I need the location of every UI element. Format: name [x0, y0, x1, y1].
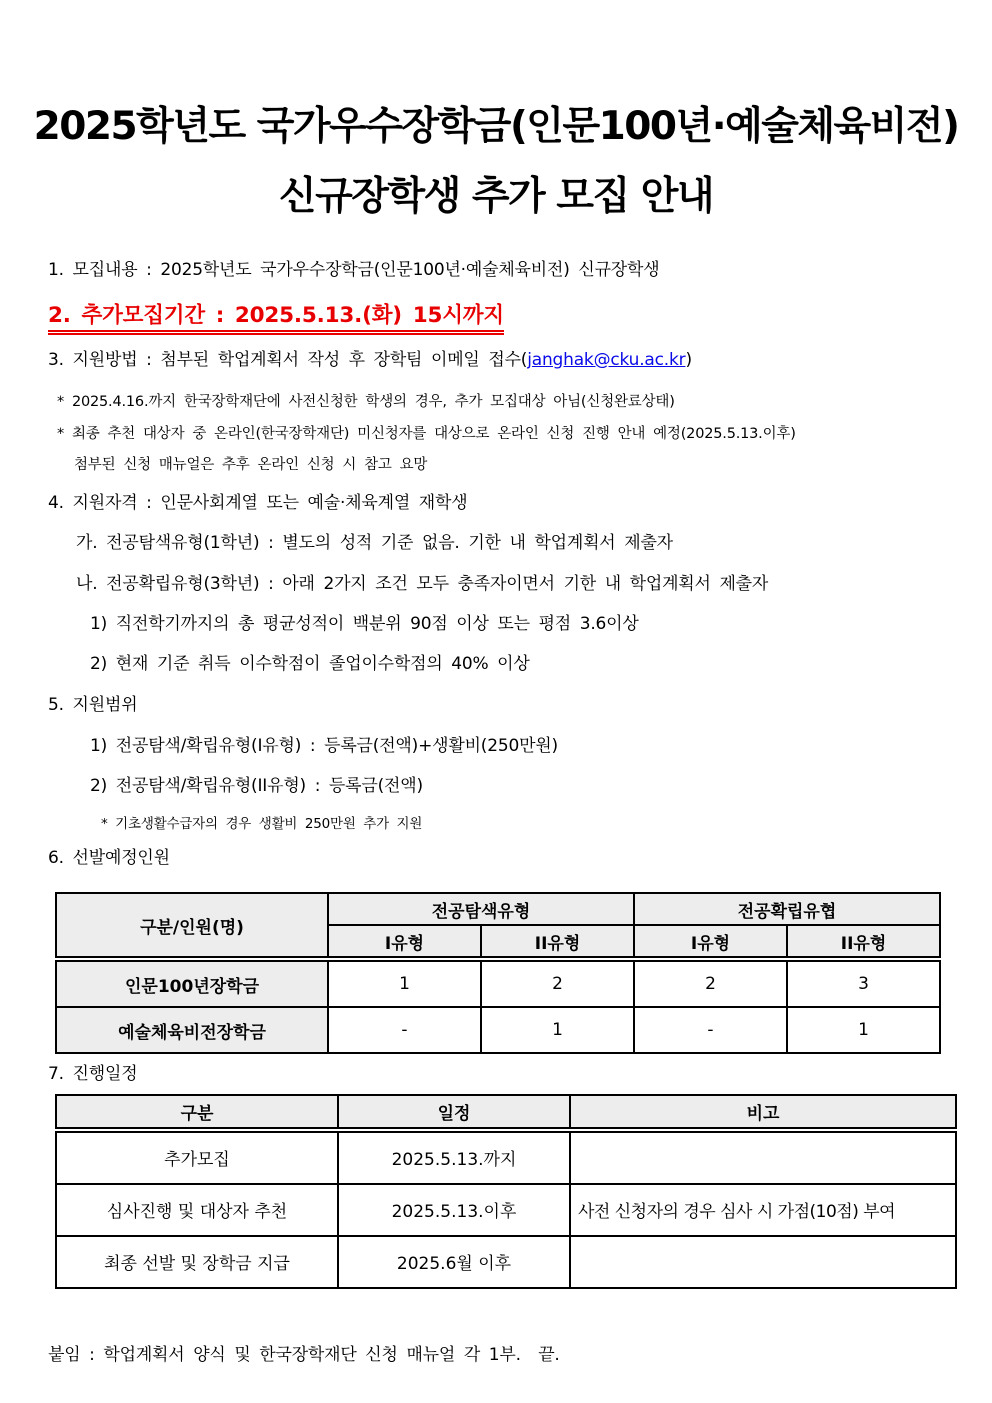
apply-note-2-continued: 첨부된 신청 매뉴얼은 추후 온라인 신청 시 참고 요망 [74, 457, 428, 473]
title-line-1: 2025학년도 국가우수장학금(인문100년·예술체육비전) [33, 104, 959, 149]
schedule-category: 최종 선발 및 장학금 지급 [56, 1236, 338, 1288]
schedule-date: 2025.5.13.까지 [338, 1130, 570, 1184]
quota-row-humanities [56, 959, 940, 1007]
quota-value: 2 [634, 959, 787, 1007]
schedule-note [570, 1236, 956, 1288]
schedule-category: 심사진행 및 대상자 추천 [56, 1184, 338, 1236]
schedule-date: 2025.5.13.이후 [338, 1184, 570, 1236]
schedule-header-row [56, 1095, 956, 1130]
support-scope-note: * 기초생활수급자의 경우 생활비 250만원 추가 지원 [101, 816, 423, 833]
support-scope-item-2: 2) 전공탐색/확립유형(II유형) : 등록금(전액) [90, 775, 423, 796]
attachment-closing-line: 붙임 : 학업계획서 양식 및 한국장학재단 신청 매뉴얼 각 1부. 끝. [48, 1344, 560, 1365]
email-link[interactable]: janghak@cku.ac.kr [527, 349, 686, 370]
schedule-date: 2025.6월 이후 [338, 1236, 570, 1288]
quota-value: 3 [787, 959, 940, 1007]
schedule-header-date: 일정 [338, 1095, 570, 1130]
schedule-note: 사전 신청자의 경우 심사 시 가점(10점) 부여 [570, 1184, 956, 1236]
progress-schedule-table [55, 1094, 957, 1289]
quota-value: 1 [787, 1007, 940, 1053]
quota-corner-header: 구분/인원(명) [56, 893, 328, 959]
apply-note-2: * 최종 추천 대상자 중 온라인(한국장학재단) 미신청자를 대상으로 온라인 신청 진행 안내 예정(2025.5.13.이후) [57, 425, 796, 442]
selection-quota-table [55, 892, 941, 1054]
quota-subheader-type4: II유형 [787, 925, 940, 959]
quota-value: - [328, 1007, 481, 1053]
apply-note-1: * 2025.4.16.까지 한국장학재단에 사전신청한 학생의 경우, 추가 모집대상 아님(신청완료상태) [57, 393, 675, 410]
quota-row-arts-sports [56, 1007, 940, 1053]
quota-value: - [634, 1007, 787, 1053]
schedule-header-category: 구분 [56, 1095, 338, 1130]
eligibility-condition-2: 2) 현재 기준 취득 이수학점이 졸업이수학점의 40% 이상 [90, 654, 530, 675]
schedule-row-review [56, 1184, 956, 1236]
quota-subheader-type1: I유형 [328, 925, 481, 959]
quota-row-label: 인문100년장학금 [56, 959, 328, 1007]
quota-value: 1 [481, 1007, 634, 1053]
quota-subheader-type2: II유형 [481, 925, 634, 959]
recruit-content-line: 1. 모집내용 : 2025학년도 국가우수장학금(인문100년·예술체육비전) 신규장학생 [48, 260, 660, 281]
recruit-period-line [48, 303, 992, 330]
quota-group-header-explore: 전공탐색유형 [328, 893, 634, 925]
quota-subheader-type3: I유형 [634, 925, 787, 959]
eligibility-type-b: 나. 전공확립유형(3학년) : 아래 2가지 조건 모두 충족자이면서 기한 내 학업계획서 제출자 [76, 573, 769, 594]
quota-row-label: 예술체육비전장학금 [56, 1007, 328, 1053]
schedule-row-extra-recruit [56, 1130, 956, 1184]
apply-method-text: 3. 지원방법 : 첨부된 학업계획서 작성 후 장학팀 이메일 접수( [48, 349, 528, 370]
schedule-heading: 7. 진행일정 [48, 1064, 138, 1085]
quota-value: 2 [481, 959, 634, 1007]
support-scope-item-1: 1) 전공탐색/확립유형(I유형) : 등록금(전액)+생활비(250만원) [90, 735, 558, 756]
schedule-header-note: 비고 [570, 1095, 956, 1130]
apply-method-suffix: ) [685, 349, 692, 370]
schedule-row-final-selection [56, 1236, 956, 1288]
apply-method-line [48, 350, 992, 371]
schedule-category: 추가모집 [56, 1130, 338, 1184]
recruit-period-text: 2. 추가모집기간 : 2025.5.13.(화) 15시까지 [48, 303, 504, 335]
eligibility-type-a: 가. 전공탐색유형(1학년) : 별도의 성적 기준 없음. 기한 내 학업계획서 제출자 [76, 533, 673, 554]
document-title [0, 0, 992, 232]
quota-header-row-groups [56, 893, 940, 925]
eligibility-condition-1: 1) 직전학기까지의 총 평균성적이 백분위 90점 이상 또는 평점 3.6이상 [90, 613, 639, 634]
quota-group-header-establish: 전공확립유협 [634, 893, 940, 925]
quota-value: 1 [328, 959, 481, 1007]
schedule-note [570, 1130, 956, 1184]
support-scope-heading: 5. 지원범위 [48, 695, 138, 716]
eligibility-heading: 4. 지원자격 : 인문사회계열 또는 예술·체육계열 재학생 [48, 493, 468, 514]
title-line-2: 신규장학생 추가 모집 안내 [278, 174, 714, 220]
quota-heading: 6. 선발예정인원 [48, 848, 170, 868]
